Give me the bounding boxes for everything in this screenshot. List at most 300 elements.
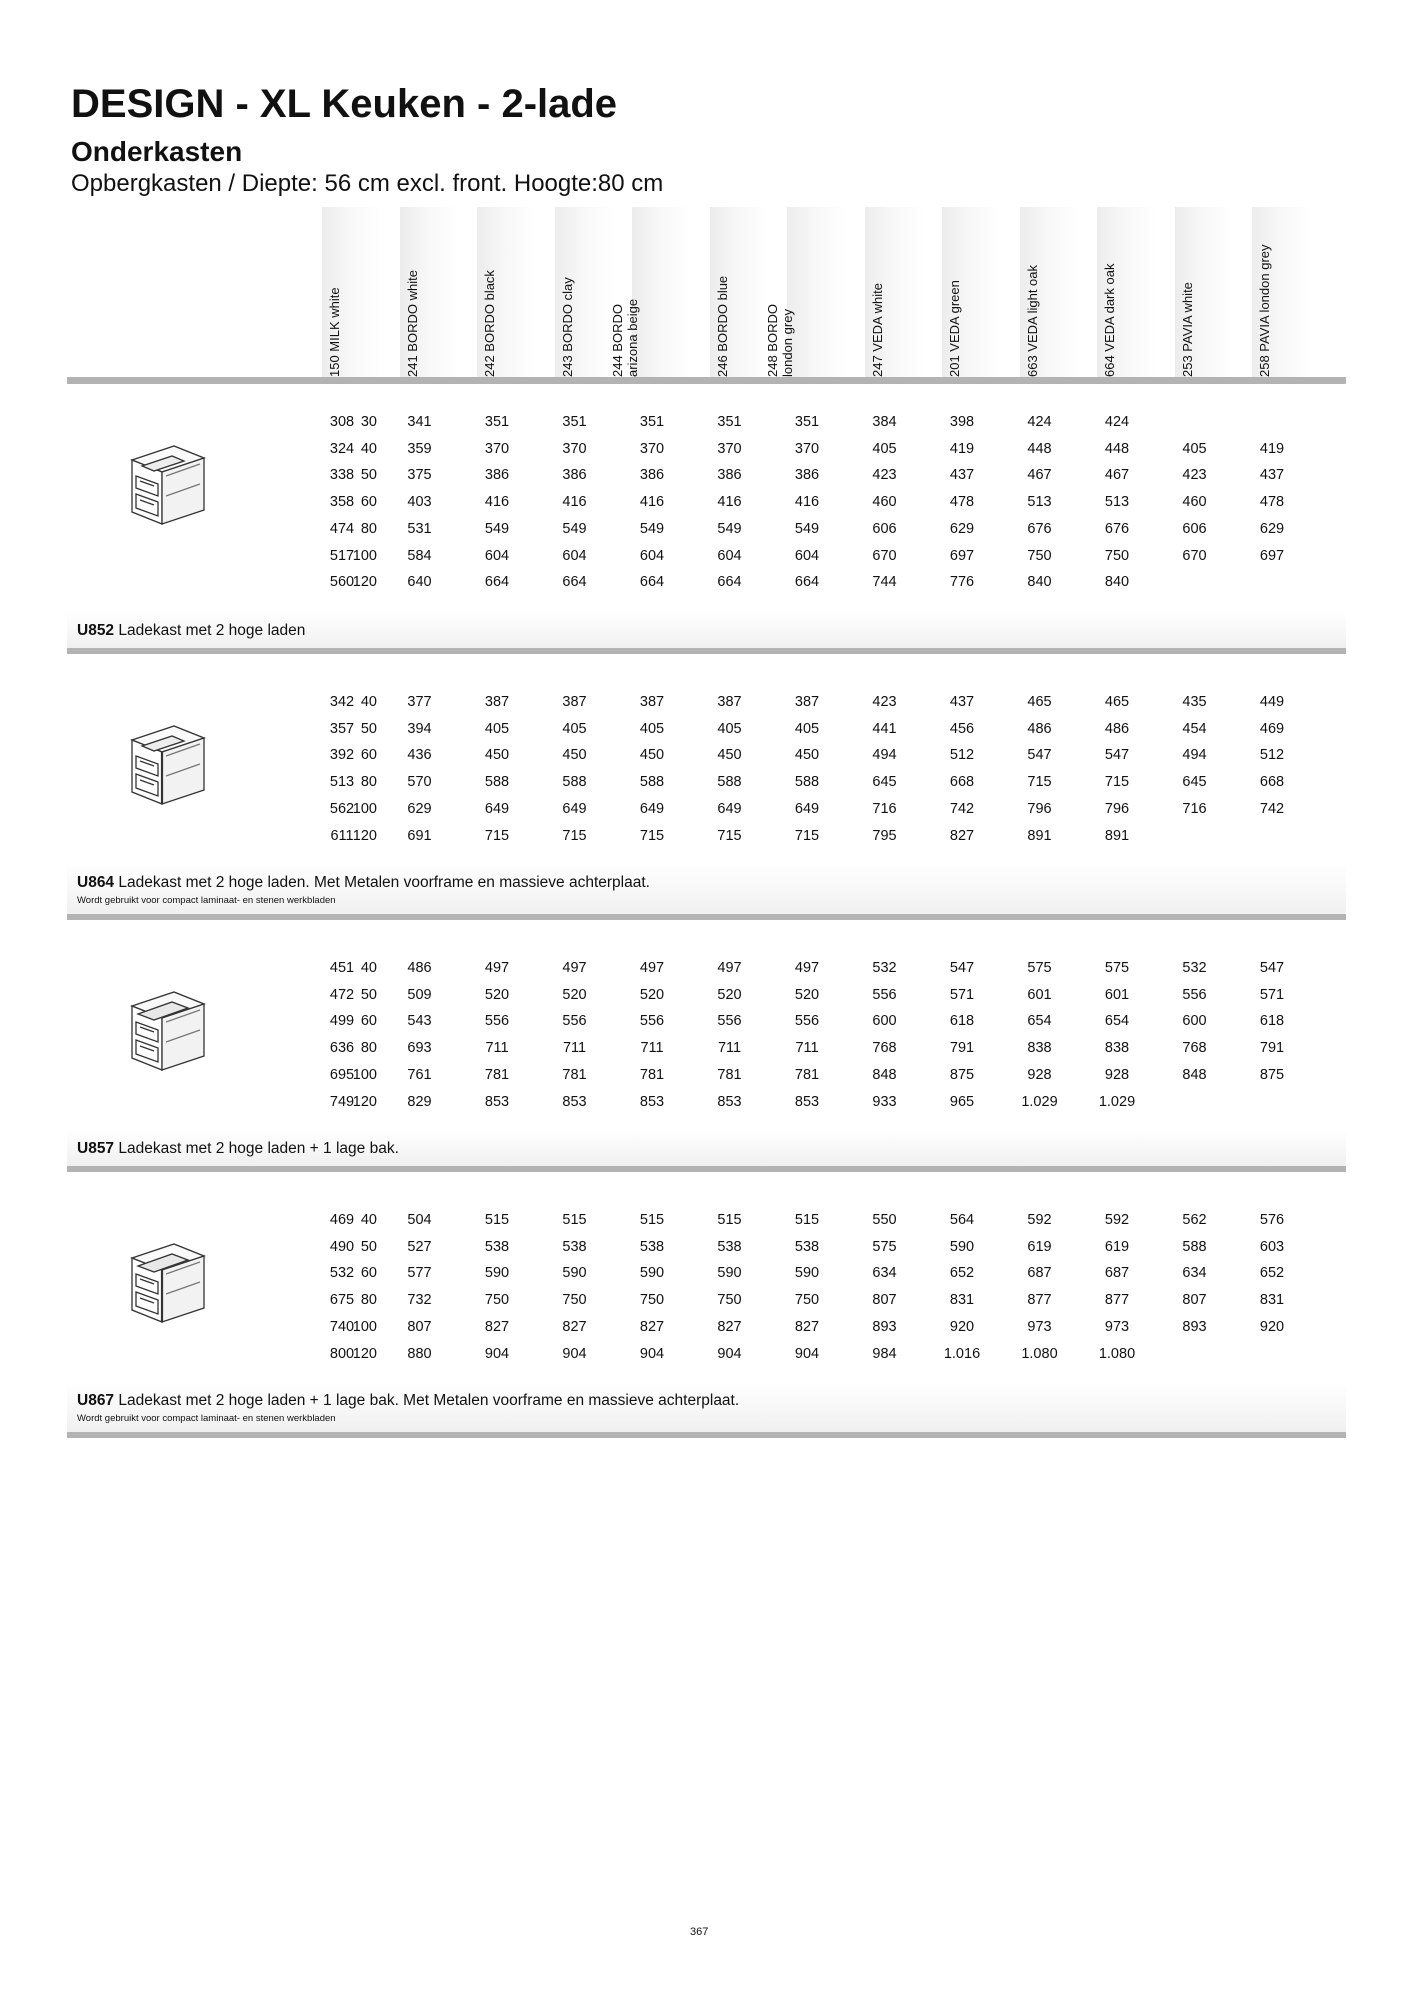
price-cell: 590 bbox=[794, 1265, 820, 1282]
price-cell: 1.029 bbox=[1021, 1093, 1058, 1110]
price-cell: 715 bbox=[562, 827, 587, 844]
product-code: U864 bbox=[77, 874, 115, 891]
width-cell: 50 bbox=[360, 1238, 377, 1255]
column-header bbox=[477, 207, 535, 377]
price-cell: 478 bbox=[1259, 494, 1285, 511]
column-header bbox=[1175, 207, 1233, 377]
price-cell: 891 bbox=[1027, 827, 1052, 844]
price-cell: 375 bbox=[407, 467, 432, 484]
price-cell: 472 bbox=[329, 986, 355, 1003]
price-cell: 649 bbox=[794, 800, 820, 817]
price-cell: 386 bbox=[717, 467, 742, 484]
price-cell: 877 bbox=[1027, 1292, 1052, 1309]
column-header-text: 247 VEDA white bbox=[869, 283, 885, 377]
price-cell: 474 bbox=[329, 520, 355, 537]
price-cell: 590 bbox=[639, 1265, 665, 1282]
price-cell: 547 bbox=[1027, 747, 1052, 764]
price-cell: 571 bbox=[949, 986, 975, 1003]
column-header-text: 241 BORDO white bbox=[404, 270, 420, 377]
price-cell: 965 bbox=[949, 1093, 975, 1110]
price-cell: 532 bbox=[872, 960, 897, 976]
column-header bbox=[1020, 207, 1078, 377]
page-subtitle: Onderkasten bbox=[71, 136, 243, 167]
price-cell: 1.080 bbox=[1098, 1345, 1136, 1362]
price-cell: 629 bbox=[1259, 520, 1285, 537]
table-row bbox=[67, 574, 1346, 596]
column-header-text: london grey bbox=[780, 309, 795, 377]
price-cell: 450 bbox=[794, 747, 820, 764]
price-cell: 465 bbox=[1027, 694, 1052, 710]
column-header-label bbox=[947, 217, 962, 377]
price-cell: 711 bbox=[640, 1040, 664, 1057]
price-cell: 469 bbox=[329, 1212, 355, 1228]
price-cell: 538 bbox=[639, 1238, 665, 1255]
price-cell: 351 bbox=[717, 414, 742, 430]
price-cell: 547 bbox=[1104, 747, 1130, 764]
price-cell: 419 bbox=[1259, 440, 1285, 457]
price-cell: 848 bbox=[872, 1066, 897, 1083]
column-header bbox=[555, 207, 613, 377]
price-cell: 590 bbox=[949, 1238, 975, 1255]
price-cell: 984 bbox=[872, 1345, 897, 1362]
price-cell: 687 bbox=[1027, 1265, 1052, 1282]
width-cell: 40 bbox=[360, 694, 377, 710]
price-cell: 636 bbox=[329, 1040, 355, 1057]
price-cell: 405 bbox=[562, 720, 587, 737]
column-header-label bbox=[1180, 217, 1195, 377]
price-cell: 515 bbox=[717, 1212, 742, 1228]
price-cell: 676 bbox=[1104, 520, 1130, 537]
price-cell: 324 bbox=[329, 440, 355, 457]
section-caption-text bbox=[77, 1392, 739, 1410]
price-cell: 750 bbox=[794, 1292, 820, 1309]
column-header-text: arizona beige bbox=[625, 298, 640, 377]
table-row bbox=[67, 1292, 1346, 1314]
price-cell: 387 bbox=[484, 694, 510, 710]
price-cell: 571 bbox=[1259, 986, 1285, 1003]
width-cell: 120 bbox=[352, 1093, 377, 1110]
price-cell: 549 bbox=[484, 520, 510, 537]
price-cell: 405 bbox=[639, 720, 665, 737]
price-cell: 1.029 bbox=[1098, 1093, 1136, 1110]
price-cell: 781 bbox=[717, 1066, 742, 1083]
width-cell: 60 bbox=[360, 1265, 377, 1282]
column-headers bbox=[327, 207, 1340, 377]
price-cell: 649 bbox=[639, 800, 665, 817]
price-cell: 827 bbox=[794, 1318, 820, 1335]
price-cell: 437 bbox=[949, 694, 975, 710]
price-cell: 357 bbox=[329, 720, 355, 737]
price-cell: 791 bbox=[1259, 1040, 1285, 1057]
price-cell: 456 bbox=[949, 720, 975, 737]
price-cell: 486 bbox=[1027, 720, 1052, 737]
price-cell: 342 bbox=[329, 694, 355, 710]
price-cell: 827 bbox=[949, 827, 975, 844]
column-header-text: 243 BORDO clay bbox=[559, 277, 575, 377]
price-cell: 829 bbox=[407, 1093, 432, 1110]
price-cell: 520 bbox=[717, 986, 742, 1003]
width-cell: 120 bbox=[352, 574, 377, 591]
price-cell: 351 bbox=[562, 414, 587, 430]
price-cell: 904 bbox=[717, 1345, 742, 1362]
price-cell: 742 bbox=[1259, 800, 1285, 817]
price-cell: 1.080 bbox=[1021, 1345, 1058, 1362]
price-cell: 711 bbox=[717, 1040, 742, 1057]
column-header-label bbox=[1102, 217, 1117, 377]
width-cell: 80 bbox=[360, 520, 377, 537]
width-cell: 50 bbox=[360, 720, 377, 737]
table-row bbox=[67, 747, 1346, 769]
column-header bbox=[610, 207, 690, 377]
price-cell: 370 bbox=[794, 440, 820, 457]
price-cell: 416 bbox=[639, 494, 665, 511]
price-cell: 520 bbox=[484, 986, 510, 1003]
page-number: 367 bbox=[690, 1926, 709, 1938]
price-cell: 451 bbox=[329, 960, 355, 976]
column-header bbox=[1097, 207, 1155, 377]
price-cell: 781 bbox=[639, 1066, 665, 1083]
table-row bbox=[67, 1239, 1346, 1261]
price-cell: 532 bbox=[1182, 960, 1207, 976]
price-cell: 796 bbox=[1104, 800, 1130, 817]
price-cell: 654 bbox=[1104, 1013, 1130, 1030]
price-cell: 629 bbox=[949, 520, 975, 537]
price-cell: 600 bbox=[1182, 1013, 1207, 1030]
price-cell: 606 bbox=[1182, 520, 1207, 537]
price-cell: 556 bbox=[562, 1013, 587, 1030]
price-cell: 973 bbox=[1027, 1318, 1052, 1335]
product-description: Ladekast met 2 hoge laden + 1 lage bak. Met Metalen voorframe en massieve achterplaat. bbox=[118, 1392, 740, 1409]
price-cell: 853 bbox=[717, 1093, 742, 1110]
column-header-label bbox=[405, 217, 420, 377]
price-cell: 1.016 bbox=[943, 1345, 981, 1362]
price-cell: 664 bbox=[562, 574, 587, 591]
price-cell: 715 bbox=[794, 827, 820, 844]
column-header-text: 242 BORDO black bbox=[482, 270, 497, 377]
table-row bbox=[67, 1067, 1346, 1089]
price-cell: 664 bbox=[794, 574, 820, 591]
section-caption-text bbox=[77, 1140, 399, 1158]
price-cell: 531 bbox=[407, 520, 432, 537]
price-cell: 515 bbox=[562, 1212, 587, 1228]
price-cell: 423 bbox=[1182, 467, 1207, 484]
section-caption-text bbox=[77, 622, 305, 640]
price-cell: 664 bbox=[484, 574, 510, 591]
price-cell: 386 bbox=[562, 467, 587, 484]
section-caption-text bbox=[77, 874, 650, 892]
column-header bbox=[865, 207, 923, 377]
price-cell: 740 bbox=[329, 1318, 355, 1335]
price-cell: 562 bbox=[1182, 1212, 1207, 1228]
price-cell: 465 bbox=[1104, 694, 1130, 710]
price-cell: 520 bbox=[639, 986, 665, 1003]
price-cell: 494 bbox=[1182, 747, 1207, 764]
price-cell: 450 bbox=[484, 747, 510, 764]
price-cell: 577 bbox=[407, 1265, 432, 1282]
table-row bbox=[67, 467, 1346, 489]
width-cell: 120 bbox=[352, 1345, 377, 1362]
price-cell: 601 bbox=[1104, 986, 1130, 1003]
price-cell: 416 bbox=[794, 494, 820, 511]
price-cell: 450 bbox=[562, 747, 587, 764]
table-row bbox=[67, 828, 1346, 850]
product-description: Ladekast met 2 hoge laden. Met Metalen voorframe en massieve achterplaat. bbox=[118, 874, 650, 891]
column-header bbox=[710, 207, 768, 377]
price-cell: 827 bbox=[639, 1318, 665, 1335]
section-caption bbox=[67, 864, 1346, 920]
column-header-text: 248 BORDO bbox=[765, 304, 780, 377]
column-header-text: 664 VEDA dark oak bbox=[1102, 263, 1117, 377]
column-header-text: 246 BORDO blue bbox=[714, 275, 730, 377]
price-cell: 512 bbox=[949, 747, 975, 764]
price-cell: 538 bbox=[717, 1238, 742, 1255]
price-cell: 392 bbox=[329, 747, 355, 764]
price-cell: 853 bbox=[484, 1093, 510, 1110]
price-cell: 575 bbox=[1104, 960, 1130, 976]
price-cell: 405 bbox=[484, 720, 510, 737]
price-cell: 781 bbox=[794, 1066, 820, 1083]
price-cell: 853 bbox=[794, 1093, 820, 1110]
page-title: DESIGN - XL Keuken - 2-lade bbox=[71, 82, 618, 126]
price-cell: 875 bbox=[1259, 1066, 1285, 1083]
width-cell: 50 bbox=[360, 467, 377, 484]
width-cell: 120 bbox=[352, 827, 377, 844]
price-cell: 652 bbox=[949, 1265, 975, 1282]
price-cell: 807 bbox=[1182, 1292, 1207, 1309]
price-cell: 486 bbox=[1104, 720, 1130, 737]
price-cell: 405 bbox=[1182, 440, 1207, 457]
section-caption bbox=[67, 1130, 1346, 1172]
price-cell: 478 bbox=[949, 494, 975, 511]
price-cell: 645 bbox=[872, 774, 897, 791]
price-cell: 549 bbox=[717, 520, 742, 537]
price-cell: 527 bbox=[407, 1238, 432, 1255]
price-cell: 695 bbox=[329, 1066, 355, 1083]
price-cell: 538 bbox=[562, 1238, 587, 1255]
width-cell: 100 bbox=[352, 547, 377, 564]
price-cell: 556 bbox=[1182, 986, 1207, 1003]
price-cell: 497 bbox=[639, 960, 665, 976]
price-cell: 768 bbox=[1182, 1040, 1207, 1057]
column-header-label bbox=[1025, 217, 1040, 377]
price-cell: 668 bbox=[1259, 774, 1285, 791]
price-cell: 386 bbox=[794, 467, 820, 484]
price-cell: 744 bbox=[872, 574, 897, 591]
price-cell: 853 bbox=[639, 1093, 665, 1110]
column-header bbox=[322, 207, 380, 377]
price-cell: 562 bbox=[329, 800, 355, 817]
price-cell: 750 bbox=[562, 1292, 587, 1309]
table-row bbox=[67, 548, 1346, 570]
price-cell: 649 bbox=[484, 800, 510, 817]
price-cell: 619 bbox=[1027, 1238, 1052, 1255]
price-cell: 504 bbox=[407, 1212, 432, 1228]
price-cell: 441 bbox=[872, 720, 897, 737]
table-row bbox=[67, 1013, 1346, 1035]
price-cell: 750 bbox=[717, 1292, 742, 1309]
width-cell: 30 bbox=[360, 414, 377, 430]
column-header-text: 201 VEDA green bbox=[947, 280, 962, 377]
price-cell: 920 bbox=[949, 1318, 975, 1335]
table-row bbox=[67, 441, 1346, 463]
column-header-text: 253 PAVIA white bbox=[1179, 282, 1195, 377]
price-cell: 538 bbox=[484, 1238, 510, 1255]
price-cell: 556 bbox=[484, 1013, 510, 1030]
width-cell: 100 bbox=[352, 1066, 377, 1083]
table-row bbox=[67, 1265, 1346, 1287]
price-cell: 416 bbox=[484, 494, 510, 511]
column-header-text: 150 MILK white bbox=[327, 287, 342, 377]
price-cell: 584 bbox=[407, 547, 432, 564]
price-cell: 436 bbox=[407, 747, 432, 764]
price-cell: 640 bbox=[407, 574, 432, 591]
price-cell: 358 bbox=[329, 494, 355, 511]
price-cell: 497 bbox=[794, 960, 820, 976]
price-cell: 629 bbox=[407, 800, 432, 817]
price-cell: 543 bbox=[407, 1013, 432, 1030]
price-cell: 437 bbox=[949, 467, 975, 484]
table-row bbox=[67, 1094, 1346, 1116]
price-cell: 749 bbox=[329, 1093, 355, 1110]
column-header-text: 663 VEDA light oak bbox=[1024, 264, 1040, 377]
price-cell: 691 bbox=[407, 827, 432, 844]
price-cell: 387 bbox=[717, 694, 742, 710]
price-cell: 308 bbox=[329, 414, 355, 430]
price-cell: 423 bbox=[872, 694, 897, 710]
price-cell: 600 bbox=[872, 1013, 897, 1030]
price-cell: 827 bbox=[562, 1318, 587, 1335]
price-cell: 351 bbox=[794, 414, 820, 430]
width-cell: 50 bbox=[360, 986, 377, 1003]
section-caption bbox=[67, 1382, 1346, 1438]
price-cell: 649 bbox=[717, 800, 742, 817]
price-cell: 448 bbox=[1027, 440, 1052, 457]
width-cell: 60 bbox=[360, 1013, 377, 1030]
price-cell: 575 bbox=[872, 1238, 897, 1255]
price-cell: 405 bbox=[872, 440, 897, 457]
column-header-label bbox=[715, 217, 730, 377]
price-cell: 576 bbox=[1259, 1212, 1285, 1228]
price-cell: 604 bbox=[639, 547, 665, 564]
width-cell: 80 bbox=[360, 1040, 377, 1057]
price-cell: 398 bbox=[949, 414, 975, 430]
page-description: Opbergkasten / Diepte: 56 cm excl. front. Hoogte:80 cm bbox=[71, 170, 664, 197]
price-cell: 520 bbox=[562, 986, 587, 1003]
price-cell: 664 bbox=[639, 574, 665, 591]
product-code: U857 bbox=[77, 1140, 115, 1157]
column-header-text: 258 PAVIA london grey bbox=[1257, 244, 1272, 377]
price-cell: 549 bbox=[794, 520, 820, 537]
price-cell: 449 bbox=[1259, 694, 1285, 710]
price-cell: 649 bbox=[562, 800, 587, 817]
price-cell: 920 bbox=[1259, 1318, 1285, 1335]
price-cell: 386 bbox=[639, 467, 665, 484]
price-cell: 351 bbox=[484, 414, 510, 430]
price-cell: 387 bbox=[639, 694, 665, 710]
price-cell: 570 bbox=[407, 774, 432, 791]
price-cell: 454 bbox=[1182, 720, 1207, 737]
width-cell: 60 bbox=[360, 494, 377, 511]
price-cell: 838 bbox=[1027, 1040, 1052, 1057]
column-header-text: 244 BORDO bbox=[610, 304, 625, 377]
price-cell: 611 bbox=[330, 827, 354, 844]
price-cell: 549 bbox=[562, 520, 587, 537]
price-cell: 827 bbox=[484, 1318, 510, 1335]
table-row bbox=[67, 414, 1346, 436]
price-cell: 750 bbox=[639, 1292, 665, 1309]
price-cell: 359 bbox=[407, 440, 432, 457]
price-cell: 838 bbox=[1104, 1040, 1130, 1057]
price-cell: 588 bbox=[562, 774, 587, 791]
price-cell: 716 bbox=[1182, 800, 1207, 817]
price-cell: 387 bbox=[794, 694, 820, 710]
column-header-label bbox=[870, 217, 885, 377]
price-cell: 486 bbox=[407, 960, 432, 976]
width-cell: 100 bbox=[352, 1318, 377, 1335]
price-cell: 387 bbox=[562, 694, 587, 710]
price-cell: 761 bbox=[407, 1066, 432, 1083]
header-divider bbox=[67, 377, 1346, 384]
table-row bbox=[67, 960, 1346, 982]
price-cell: 880 bbox=[407, 1345, 432, 1362]
price-cell: 891 bbox=[1104, 827, 1130, 844]
price-cell: 781 bbox=[562, 1066, 587, 1083]
price-cell: 711 bbox=[562, 1040, 587, 1057]
price-cell: 532 bbox=[329, 1265, 355, 1282]
price-cell: 450 bbox=[639, 747, 665, 764]
price-cell: 904 bbox=[639, 1345, 665, 1362]
price-cell: 490 bbox=[329, 1238, 355, 1255]
price-cell: 509 bbox=[407, 986, 432, 1003]
price-cell: 781 bbox=[484, 1066, 510, 1083]
column-header-label bbox=[610, 217, 640, 377]
price-cell: 675 bbox=[329, 1292, 355, 1309]
price-cell: 556 bbox=[872, 986, 897, 1003]
price-cell: 515 bbox=[639, 1212, 665, 1228]
price-cell: 670 bbox=[872, 547, 897, 564]
price-cell: 469 bbox=[1259, 720, 1285, 737]
price-cell: 424 bbox=[1104, 414, 1130, 430]
price-cell: 654 bbox=[1027, 1013, 1052, 1030]
price-cell: 494 bbox=[872, 747, 897, 764]
price-cell: 604 bbox=[794, 547, 820, 564]
price-cell: 590 bbox=[562, 1265, 587, 1282]
price-cell: 416 bbox=[562, 494, 587, 511]
price-cell: 497 bbox=[562, 960, 587, 976]
section-caption bbox=[67, 612, 1346, 654]
price-cell: 634 bbox=[1182, 1265, 1207, 1282]
price-cell: 697 bbox=[1259, 547, 1285, 564]
price-cell: 807 bbox=[407, 1318, 432, 1335]
table-row bbox=[67, 1040, 1346, 1062]
width-cell: 60 bbox=[360, 747, 377, 764]
price-cell: 450 bbox=[717, 747, 742, 764]
product-code: U867 bbox=[77, 1392, 115, 1409]
price-cell: 467 bbox=[1104, 467, 1130, 484]
price-cell: 715 bbox=[484, 827, 510, 844]
table-row bbox=[67, 494, 1346, 516]
price-cell: 419 bbox=[949, 440, 975, 457]
price-cell: 515 bbox=[484, 1212, 510, 1228]
price-cell: 550 bbox=[872, 1212, 897, 1228]
price-cell: 588 bbox=[794, 774, 820, 791]
product-note: Wordt gebruikt voor compact laminaat- en stenen werkbladen bbox=[77, 1413, 336, 1424]
price-cell: 676 bbox=[1027, 520, 1052, 537]
price-cell: 807 bbox=[872, 1292, 897, 1309]
price-cell: 377 bbox=[407, 694, 432, 710]
price-cell: 520 bbox=[794, 986, 820, 1003]
table-row bbox=[67, 1212, 1346, 1234]
